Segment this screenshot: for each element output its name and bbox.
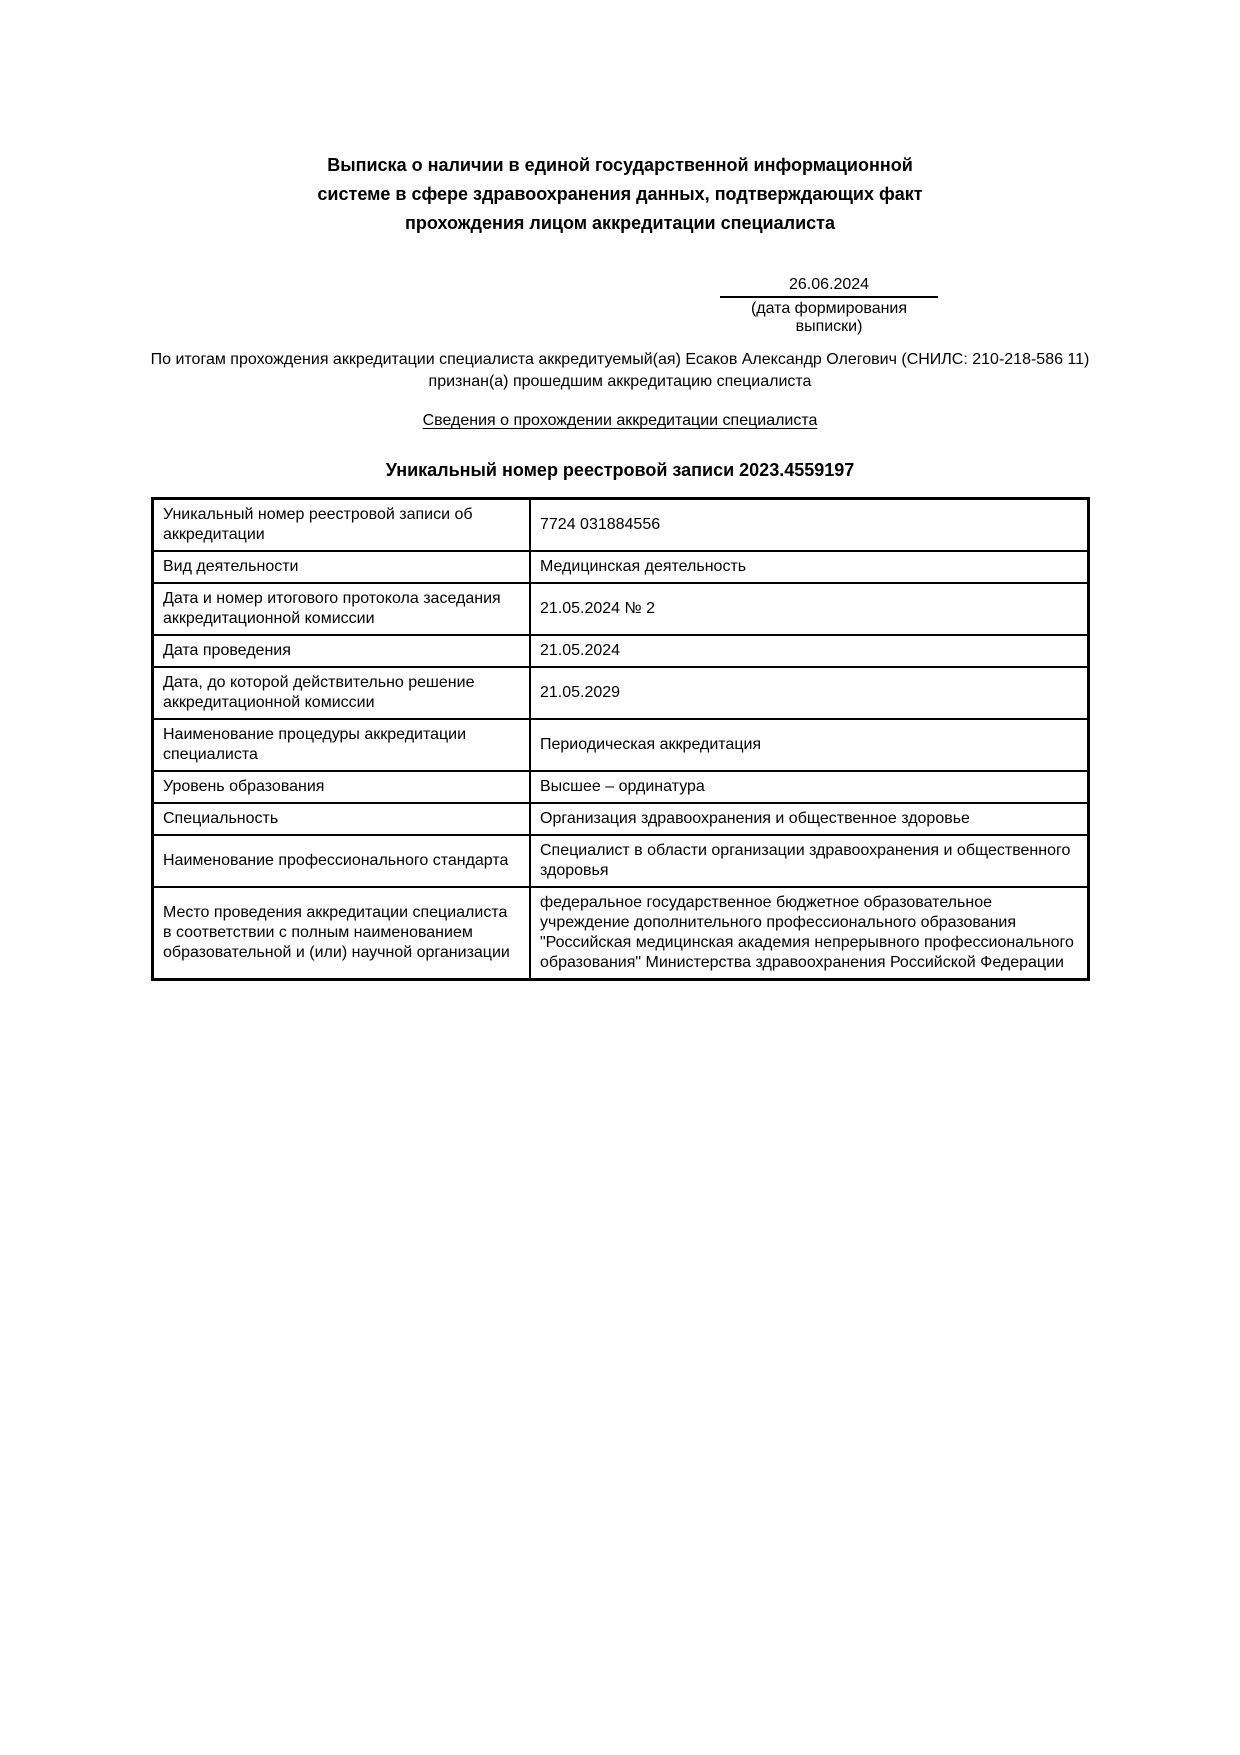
row-label-cell: Уровень образования [153,771,531,803]
row-value-cell: 21.05.2024 [530,635,1089,667]
table-row [153,667,1089,719]
row-label-cell: Вид деятельности [153,551,531,583]
document-title [0,151,1240,238]
row-value-cell: 7724 031884556 [530,499,1089,552]
intro-paragraph [0,349,1240,393]
table-row [153,719,1089,771]
table-row [153,803,1089,835]
document-title-line: системе в сфере здравоохранения данных, подтверждающих факт [317,184,923,204]
row-value-cell: Медицинская деятельность [530,551,1089,583]
row-value-cell: Специалист в области организации здравоохранения и общественного здоровья [530,835,1089,887]
row-value-cell: Высшее – ординатура [530,771,1089,803]
table-row [153,771,1089,803]
table-row [153,887,1089,980]
row-label-cell: Наименование процедуры аккредитации специалиста [153,719,531,771]
table-row [153,551,1089,583]
table-row [153,635,1089,667]
row-label-cell: Уникальный номер реестровой записи об аккредитации [153,499,531,552]
row-label-cell: Дата, до которой действительно решение аккредитационной комиссии [153,667,531,719]
document-title-line: прохождения лицом аккредитации специалиста [405,213,835,233]
row-label-cell: Место проведения аккредитации специалиста в соответствии с полным наименованием образовательной и (или) научной организации [153,887,531,980]
row-label-cell: Специальность [153,803,531,835]
issue-date-caption: (дата формирования выписки) [750,300,908,335]
row-value-cell: 21.05.2024 № 2 [530,583,1089,635]
intro-line: По итогам прохождения аккредитации специалиста аккредитуемый(ая) Есаков Александр Олегович (СНИЛС: 210-218-586 11) [150,351,1090,368]
row-value-cell: федеральное государственное бюджетное образовательное учреждение дополнительного профессионального образования "Российская медицинская академия непрерывного профессионального образования" Министерства здравоохранения Российской Федерации [530,887,1089,980]
row-label-cell: Дата проведения [153,635,531,667]
document-title-line: Выписка о наличии в единой государственной информационной [327,155,913,175]
accreditation-details-table [151,497,1090,981]
issue-date-block [720,276,938,336]
intro-line: признан(а) прошедшим аккредитацию специалиста [428,373,812,390]
row-label-cell: Дата и номер итогового протокола заседания аккредитационной комиссии [153,583,531,635]
row-value-cell: Периодическая аккредитация [530,719,1089,771]
row-label-cell: Наименование профессионального стандарта [153,835,531,887]
row-value-cell: 21.05.2029 [530,667,1089,719]
record-number-heading: Уникальный номер реестровой записи 2023.4559197 [385,460,855,480]
table-row [153,835,1089,887]
table-row [153,583,1089,635]
section-heading: Сведения о прохождении аккредитации специалиста [422,412,818,429]
table-row [153,499,1089,552]
row-value-cell: Организация здравоохранения и общественное здоровье [530,803,1089,835]
issue-date-value: 26.06.2024 [720,276,938,298]
